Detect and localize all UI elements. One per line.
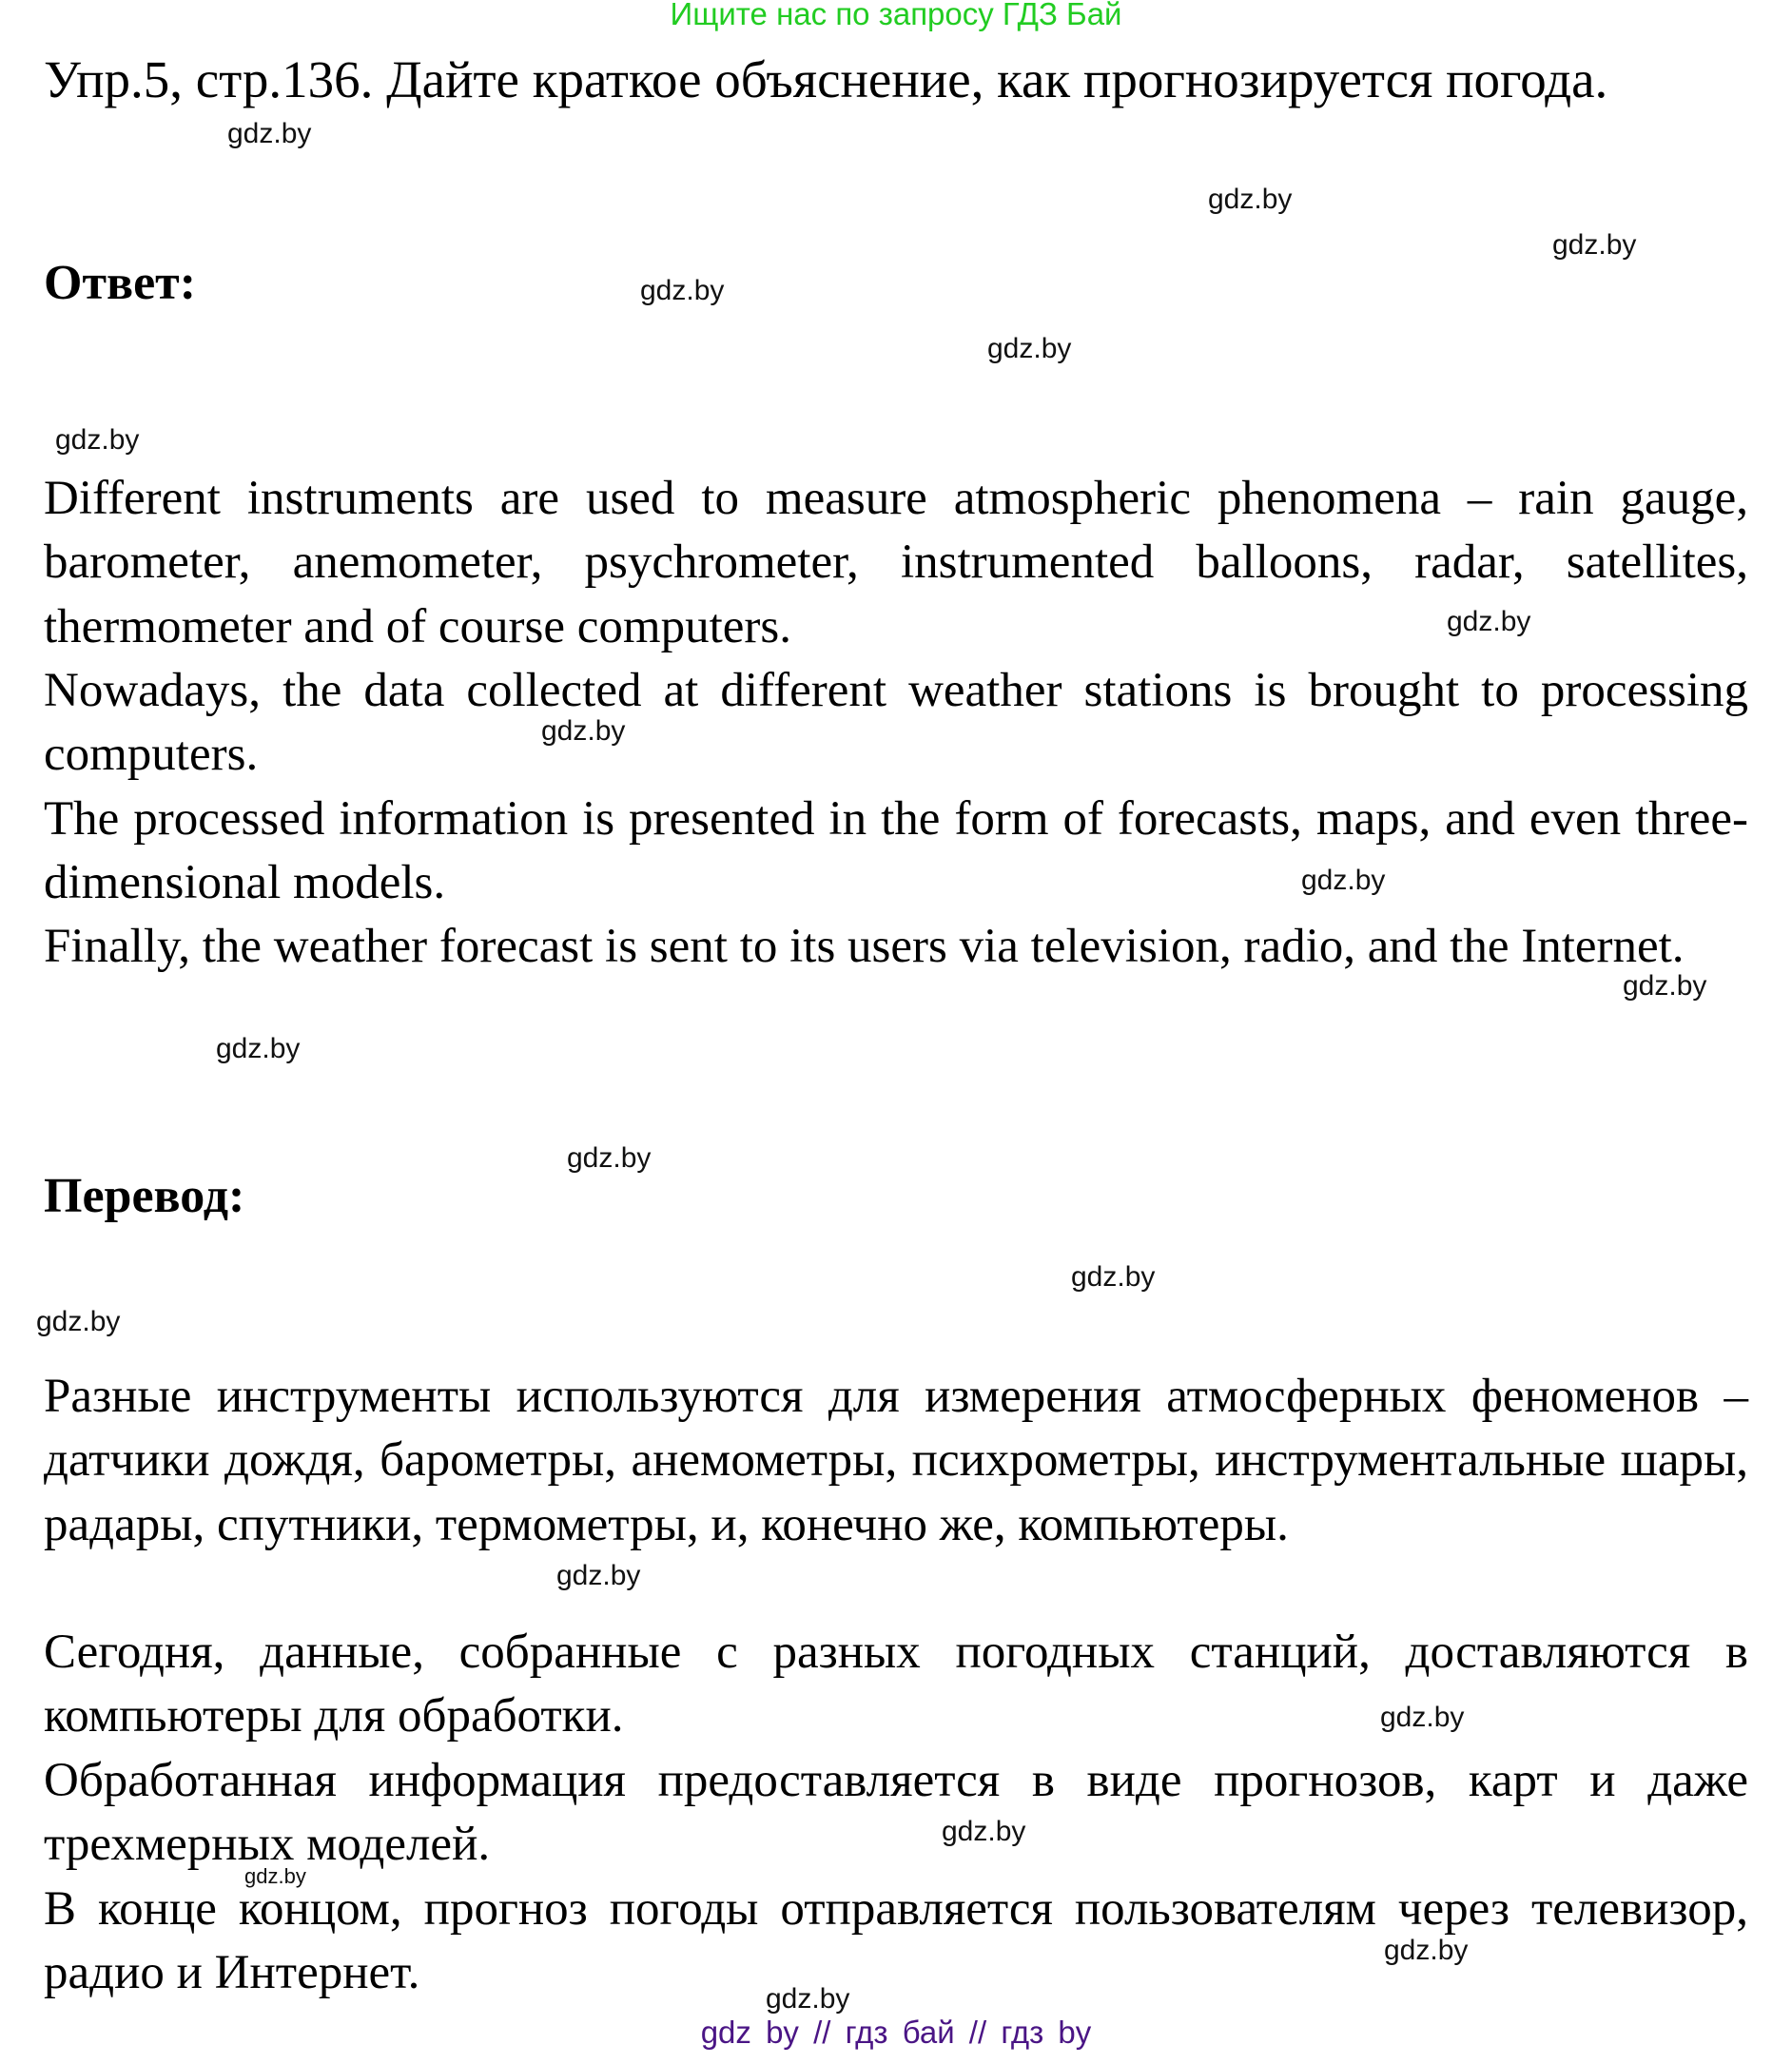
watermark: gdz.by <box>766 1983 850 2015</box>
watermark: gdz.by <box>1071 1261 1156 1293</box>
watermark: gdz.by <box>942 1816 1026 1847</box>
watermark: gdz.by <box>244 1864 306 1888</box>
watermark: gdz.by <box>1301 865 1386 896</box>
translation-paragraph: Сегодня, данные, собранные с разных погодных станций, доставляются в компьютеры для обработки. <box>44 1626 1748 1743</box>
watermark: gdz.by <box>1447 606 1531 637</box>
watermark: gdz.by <box>541 715 626 747</box>
translation-paragraph: Разные инструменты используются для измерения атмосферных феноменов – датчики дождя, барометры, анемометры, психрометры, инструментальные шары, радары, спутники, термометры, и, конечно же, компьютеры. <box>44 1370 1748 1551</box>
watermark: gdz.by <box>1380 1702 1465 1733</box>
answer-paragraph: The processed information is presented in the form of forecasts, maps, and even three-dimensional models. <box>44 792 1748 910</box>
translation-paragraph: Обработанная информация предоставляется в виде прогнозов, карт и даже трехмерных моделей. <box>44 1754 1748 1872</box>
watermark: gdz.by <box>216 1033 301 1064</box>
watermark: gdz.by <box>1208 184 1293 215</box>
answer-heading: Ответ: <box>44 256 197 310</box>
footer-links: gdz by // гдз бай // гдз by <box>700 2015 1092 2050</box>
translation-heading: Перевод: <box>44 1169 245 1223</box>
translation-paragraph: В конце концом, прогноз погоды отправляется пользователям через телевизор, радио и Интернет. <box>44 1882 1748 2000</box>
watermark: gdz.by <box>36 1306 121 1337</box>
watermark: gdz.by <box>55 424 140 456</box>
answer-paragraph: Finally, the weather forecast is sent to its users via television, radio, and the Internet. <box>44 920 1685 973</box>
watermark: gdz.by <box>1384 1935 1469 1966</box>
watermark: gdz.by <box>640 275 725 306</box>
watermark: gdz.by <box>987 333 1072 364</box>
watermark: gdz.by <box>1623 970 1707 1002</box>
watermark: gdz.by <box>567 1142 652 1174</box>
answer-paragraph: Nowadays, the data collected at different weather stations is brought to processing computers. <box>44 664 1748 782</box>
watermark: gdz.by <box>556 1560 641 1591</box>
answer-paragraph: Different instruments are used to measure atmospheric phenomena – rain gauge, barometer, anemometer, psychrometer, instrumented balloons, radar, satellites, thermometer and of course computers. <box>44 472 1748 653</box>
exercise-title: Упр.5, стр.136. Дайте краткое объяснение, как прогнозируется погода. <box>44 50 1608 108</box>
search-banner: Ищите нас по запросу ГДЗ Бай <box>670 0 1122 31</box>
watermark: gdz.by <box>1552 229 1637 261</box>
watermark: gdz.by <box>227 118 312 149</box>
